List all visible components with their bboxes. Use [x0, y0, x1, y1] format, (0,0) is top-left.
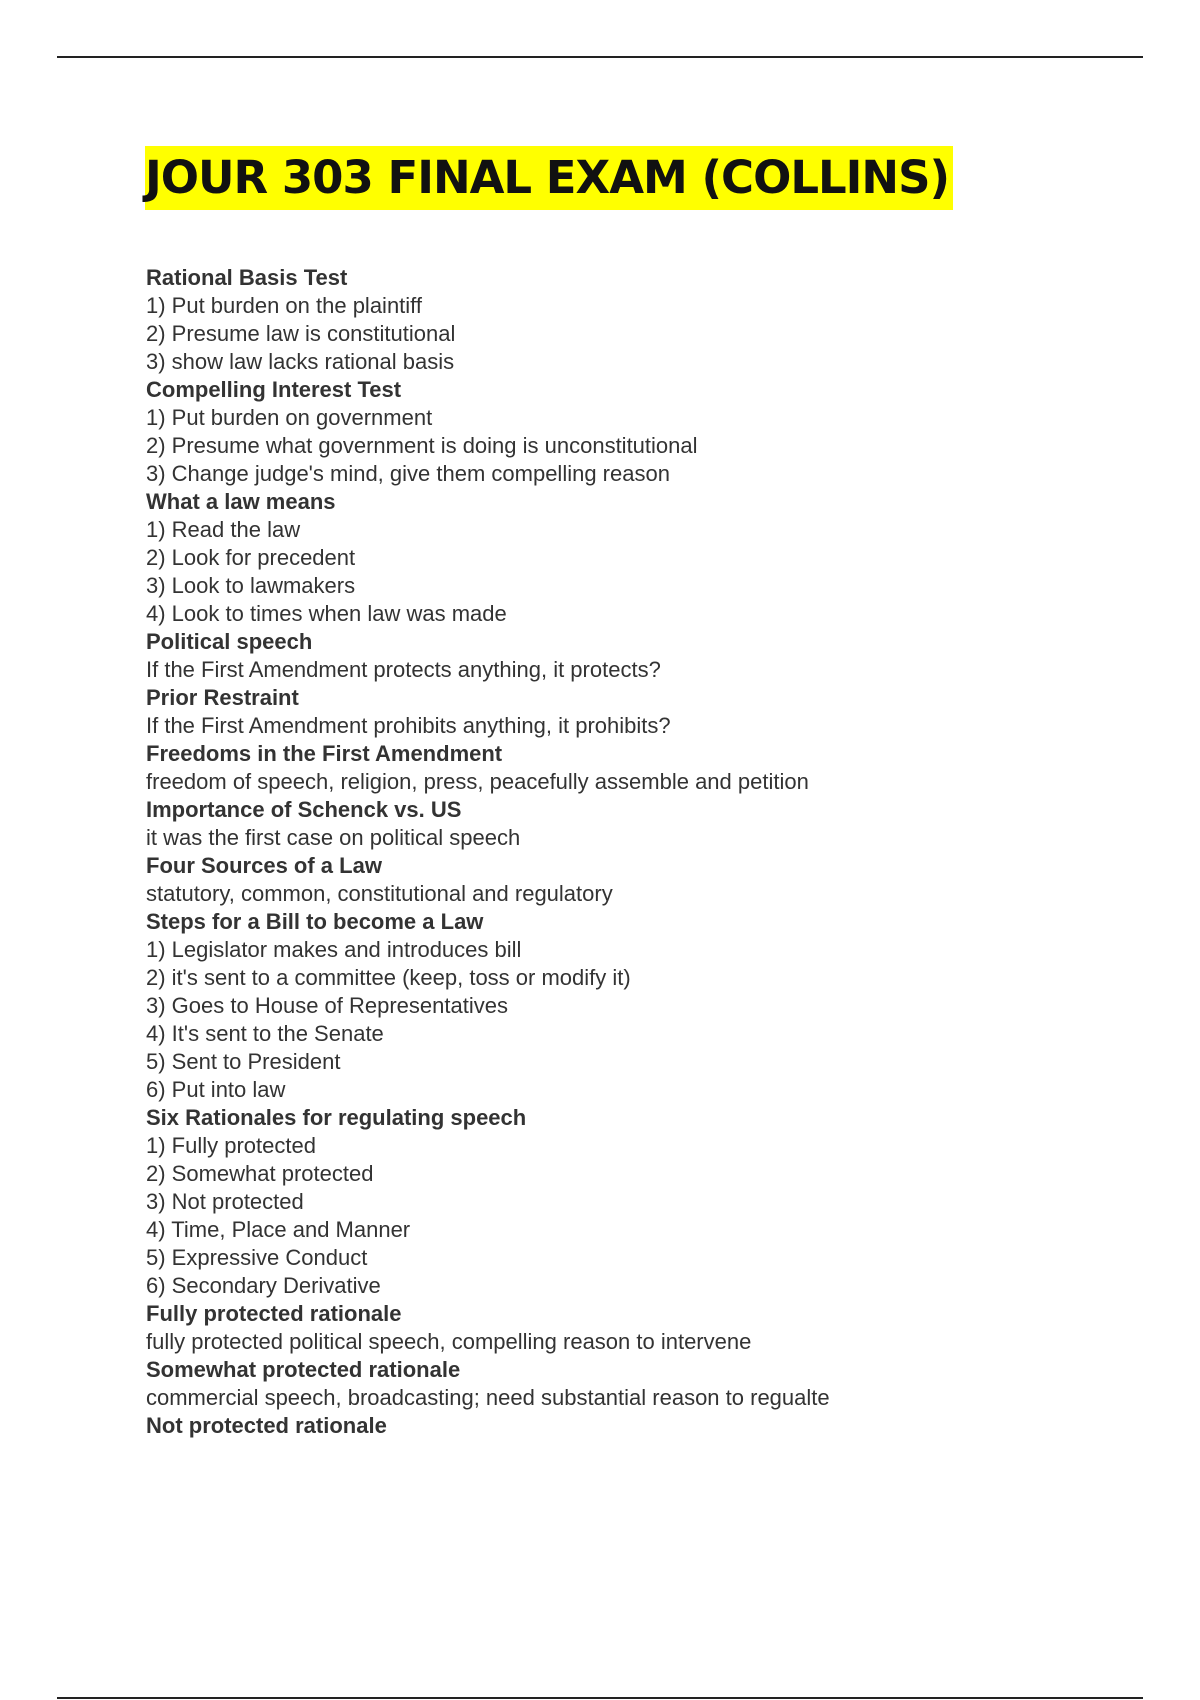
section-term: Prior Restraint — [146, 685, 299, 710]
page-top-rule — [57, 56, 1143, 58]
section-line: 3) Look to lawmakers — [146, 573, 356, 598]
section-line: 5) Sent to President — [146, 1049, 341, 1074]
section-line: 3) Not protected — [146, 1189, 304, 1214]
section-term: Political speech — [146, 629, 313, 654]
section-line: 4) Look to times when law was made — [146, 601, 507, 626]
title-container — [145, 146, 953, 210]
section-line: 1) Fully protected — [146, 1133, 316, 1158]
page-title: JOUR 303 FINAL EXAM (COLLINS) — [145, 146, 953, 210]
section-line: 5) Expressive Conduct — [146, 1245, 368, 1270]
section-term: Rational Basis Test — [146, 265, 348, 290]
page-bottom-rule — [57, 1697, 1143, 1699]
section-line: 3) show law lacks rational basis — [146, 349, 455, 374]
section-term: Compelling Interest Test — [146, 377, 402, 402]
section-line: 2) Presume law is constitutional — [146, 321, 456, 346]
section-line: 4) It's sent to the Senate — [146, 1021, 384, 1046]
section-line: 2) Presume what government is doing is unconstitutional — [146, 433, 698, 458]
section-line: If the First Amendment prohibits anything, it prohibits? — [146, 713, 671, 738]
section-line: 2) Somewhat protected — [146, 1161, 374, 1186]
section-term: Somewhat protected rationale — [146, 1357, 461, 1382]
section-line: 4) Time, Place and Manner — [146, 1217, 411, 1242]
section-line: 3) Change judge's mind, give them compelling reason — [146, 461, 670, 486]
section-term: Freedoms in the First Amendment — [146, 741, 503, 766]
section-line: it was the first case on political speech — [146, 825, 521, 850]
section-term: Fully protected rationale — [146, 1301, 402, 1326]
section-line: statutory, common, constitutional and regulatory — [146, 881, 613, 906]
study-guide-content — [146, 264, 1146, 1440]
section-line: If the First Amendment protects anything, it protects? — [146, 657, 661, 682]
section-line: 2) it's sent to a committee (keep, toss or modify it) — [146, 965, 631, 990]
section-line: 1) Put burden on the plaintiff — [146, 293, 423, 318]
section-line: 1) Read the law — [146, 517, 301, 542]
section-line: 1) Legislator makes and introduces bill — [146, 937, 522, 962]
section-line: commercial speech, broadcasting; need substantial reason to regualte — [146, 1385, 830, 1410]
section-term: Importance of Schenck vs. US — [146, 797, 462, 822]
section-term: Steps for a Bill to become a Law — [146, 909, 484, 934]
section-term: What a law means — [146, 489, 336, 514]
section-term: Not protected rationale — [146, 1413, 387, 1438]
section-line: 2) Look for precedent — [146, 545, 356, 570]
section-term: Four Sources of a Law — [146, 853, 382, 878]
section-line: fully protected political speech, compelling reason to intervene — [146, 1329, 752, 1354]
section-line: 6) Secondary Derivative — [146, 1273, 381, 1298]
section-line: 3) Goes to House of Representatives — [146, 993, 508, 1018]
section-line: 1) Put burden on government — [146, 405, 433, 430]
section-term: Six Rationales for regulating speech — [146, 1105, 527, 1130]
section-line: 6) Put into law — [146, 1077, 286, 1102]
section-line: freedom of speech, religion, press, peacefully assemble and petition — [146, 769, 809, 794]
